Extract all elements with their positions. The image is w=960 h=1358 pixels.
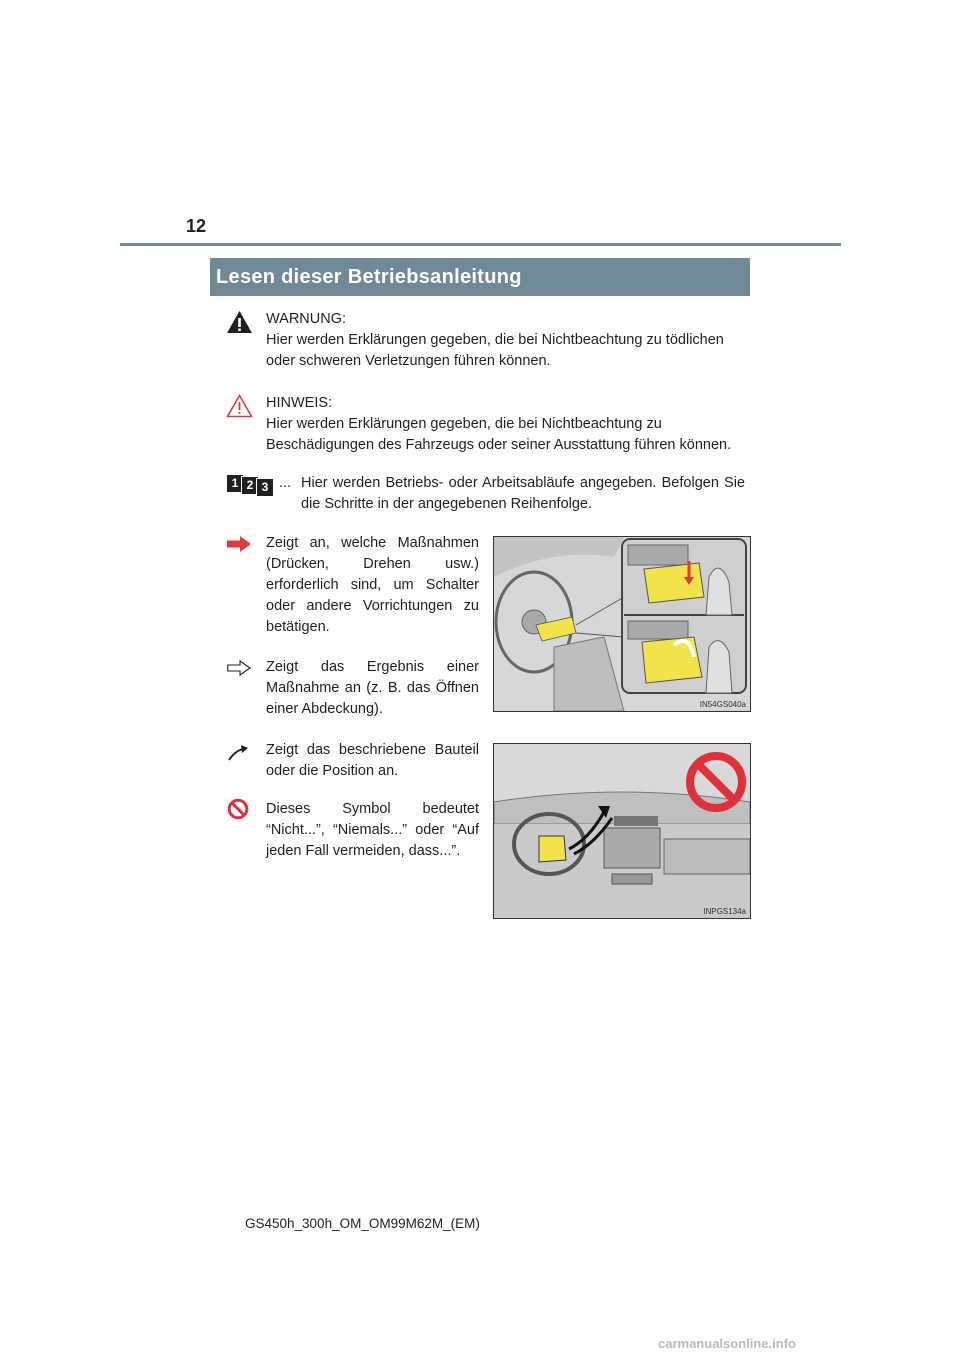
notice-text: Hier werden Erklärungen gegeben, die bei Nichtbeachtung zu Beschädigungen des Fahrzeugs oder seiner Ausstattung führen können. — [266, 416, 732, 453]
warning-text: Hier werden Erklärungen gegeben, die bei Nichtbeachtung zu tödlichen oder schweren Verletzungen führen können. — [266, 332, 724, 369]
warning-solid-icon — [226, 310, 253, 334]
steps-text: Hier werden Betriebs- oder Arbeitsabläufe angegeben. Befolgen Sie die Schritte in der angegebenen Reihenfolge. — [301, 475, 745, 512]
console-illustration-code: IN54GS040a — [699, 700, 746, 709]
watermark: carmanualsonline.info — [658, 1336, 796, 1351]
dashboard-drawing — [494, 744, 750, 918]
notice-outline-icon — [226, 394, 253, 418]
console-drawing — [494, 537, 750, 711]
pointer-arrow-icon — [227, 744, 249, 762]
step-number-2: 2 — [241, 476, 259, 495]
prohibition-icon — [227, 798, 249, 820]
prohibition-text: Dieses Symbol bedeutet “Nicht...”, “Niemals...” oder “Auf jeden Fall vermeiden, dass...”. — [266, 801, 479, 859]
warning-block — [266, 309, 748, 372]
warning-label: WARNUNG: — [266, 311, 347, 327]
action-arrow-text: Zeigt an, welche Maßnahmen (Drücken, Drehen usw.) erforderlich sind, um Schalter oder andere Vorrichtungen zu betätigen. — [266, 535, 479, 635]
result-arrow-icon — [227, 660, 251, 676]
step-numbers-icon — [226, 474, 276, 494]
section-title: Lesen dieser Betriebsanleitung — [210, 258, 750, 296]
result-arrow-text: Zeigt das Ergebnis einer Maßnahme an (z. B. das Öffnen einer Abdeckung). — [266, 659, 479, 717]
steps-ellipsis: ... — [279, 475, 292, 491]
dashboard-illustration — [493, 743, 751, 919]
action-arrow-icon — [227, 536, 251, 552]
step-number-3: 3 — [256, 478, 274, 497]
document-footer: GS450h_300h_OM_OM99M62M_(EM) — [245, 1216, 480, 1231]
header-rule — [120, 243, 841, 246]
console-illustration — [493, 536, 751, 712]
page-number: 12 — [186, 216, 207, 236]
pointer-arrow-text: Zeigt das beschriebene Bauteil oder die Position an. — [266, 742, 479, 779]
step-number-1: 1 — [226, 474, 244, 493]
notice-label: HINWEIS: — [266, 395, 333, 411]
dashboard-illustration-code: INPGS134a — [703, 907, 746, 916]
notice-block — [266, 393, 748, 456]
